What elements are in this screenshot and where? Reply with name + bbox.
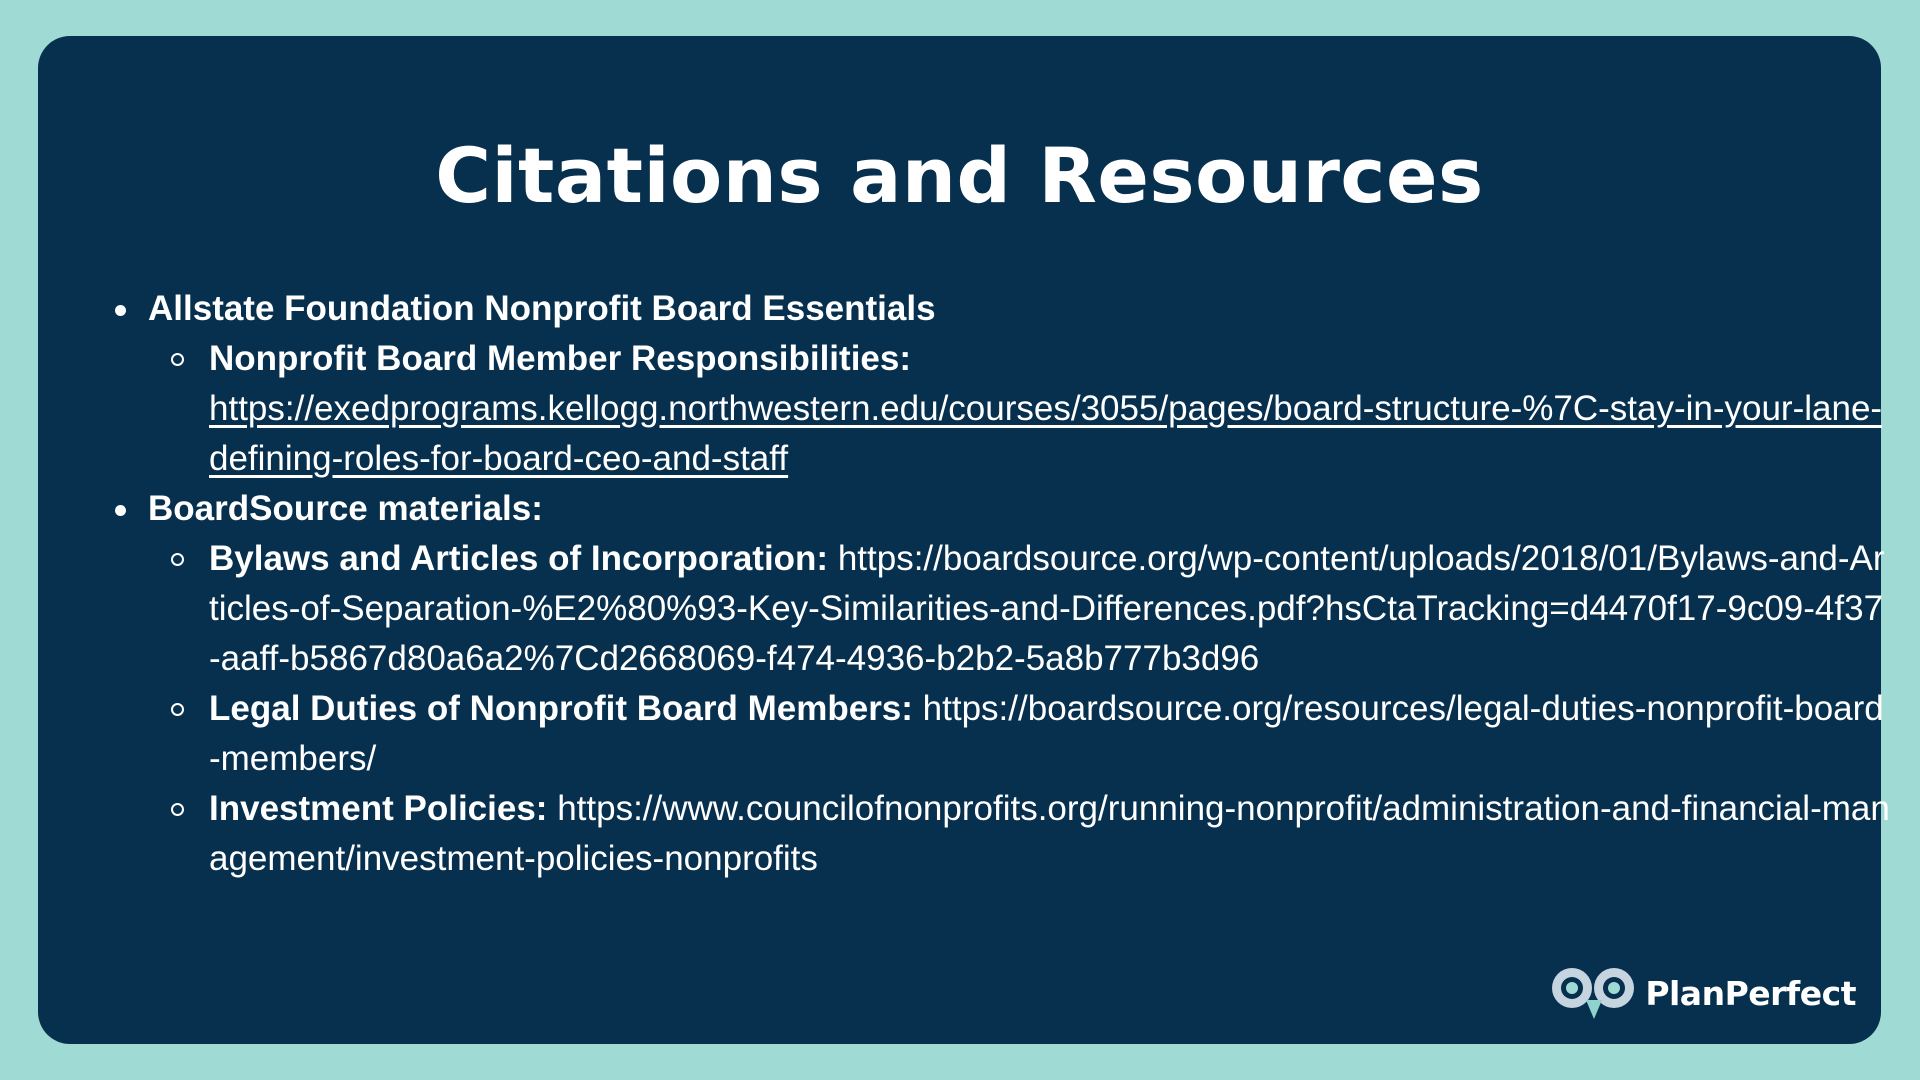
citation-url: https://boardsource.org/resources/legal-duties-nonprofit-board-members/ (209, 689, 1884, 778)
logo-text: PlanPerfect (1645, 973, 1856, 1013)
citation-item (148, 534, 1894, 684)
section-allstate (94, 284, 1894, 484)
citation-label: Nonprofit Board Member Responsibilities: (209, 339, 911, 378)
citation-item (148, 684, 1894, 784)
citation-link[interactable]: https://exedprograms.kellogg.northwestern.edu/courses/3055/pages/board-structure-%7C-stay-in-your-lane-defining-roles-for-board-ceo-and-staff (209, 389, 1883, 478)
citation-label: Legal Duties of Nonprofit Board Members: (209, 689, 913, 728)
citation-label: Investment Policies: (209, 789, 548, 828)
citation-label: Bylaws and Articles of Incorporation: (209, 539, 829, 578)
slide-title: Citations and Resources (435, 131, 1484, 220)
citation-url: https://boardsource.org/wp-content/uploads/2018/01/Bylaws-and-Articles-of-Separation-%E2%80%93-Key-Similarities-and-Differences.pdf?hsCtaTracking=d4470f17-9c09-4f37-aaff-b5867d80a6a2%7Cd2668069-f474-4936-b2b2-5a8b777b3d96 (209, 539, 1885, 678)
citation-item (148, 334, 1894, 484)
citation-list (94, 284, 1894, 884)
citation-item (148, 784, 1894, 884)
section-boardsource (94, 484, 1894, 884)
planperfect-logo (1551, 966, 1856, 1020)
slide-card (38, 36, 1890, 1044)
section-heading: BoardSource materials: (148, 489, 543, 528)
owl-logo-icon (1551, 966, 1637, 1020)
citation-url: https://www.councilofnonprofits.org/running-nonprofit/administration-and-financial-management/investment-policies-nonprofits (209, 789, 1890, 878)
section-heading: Allstate Foundation Nonprofit Board Essentials (148, 289, 936, 328)
